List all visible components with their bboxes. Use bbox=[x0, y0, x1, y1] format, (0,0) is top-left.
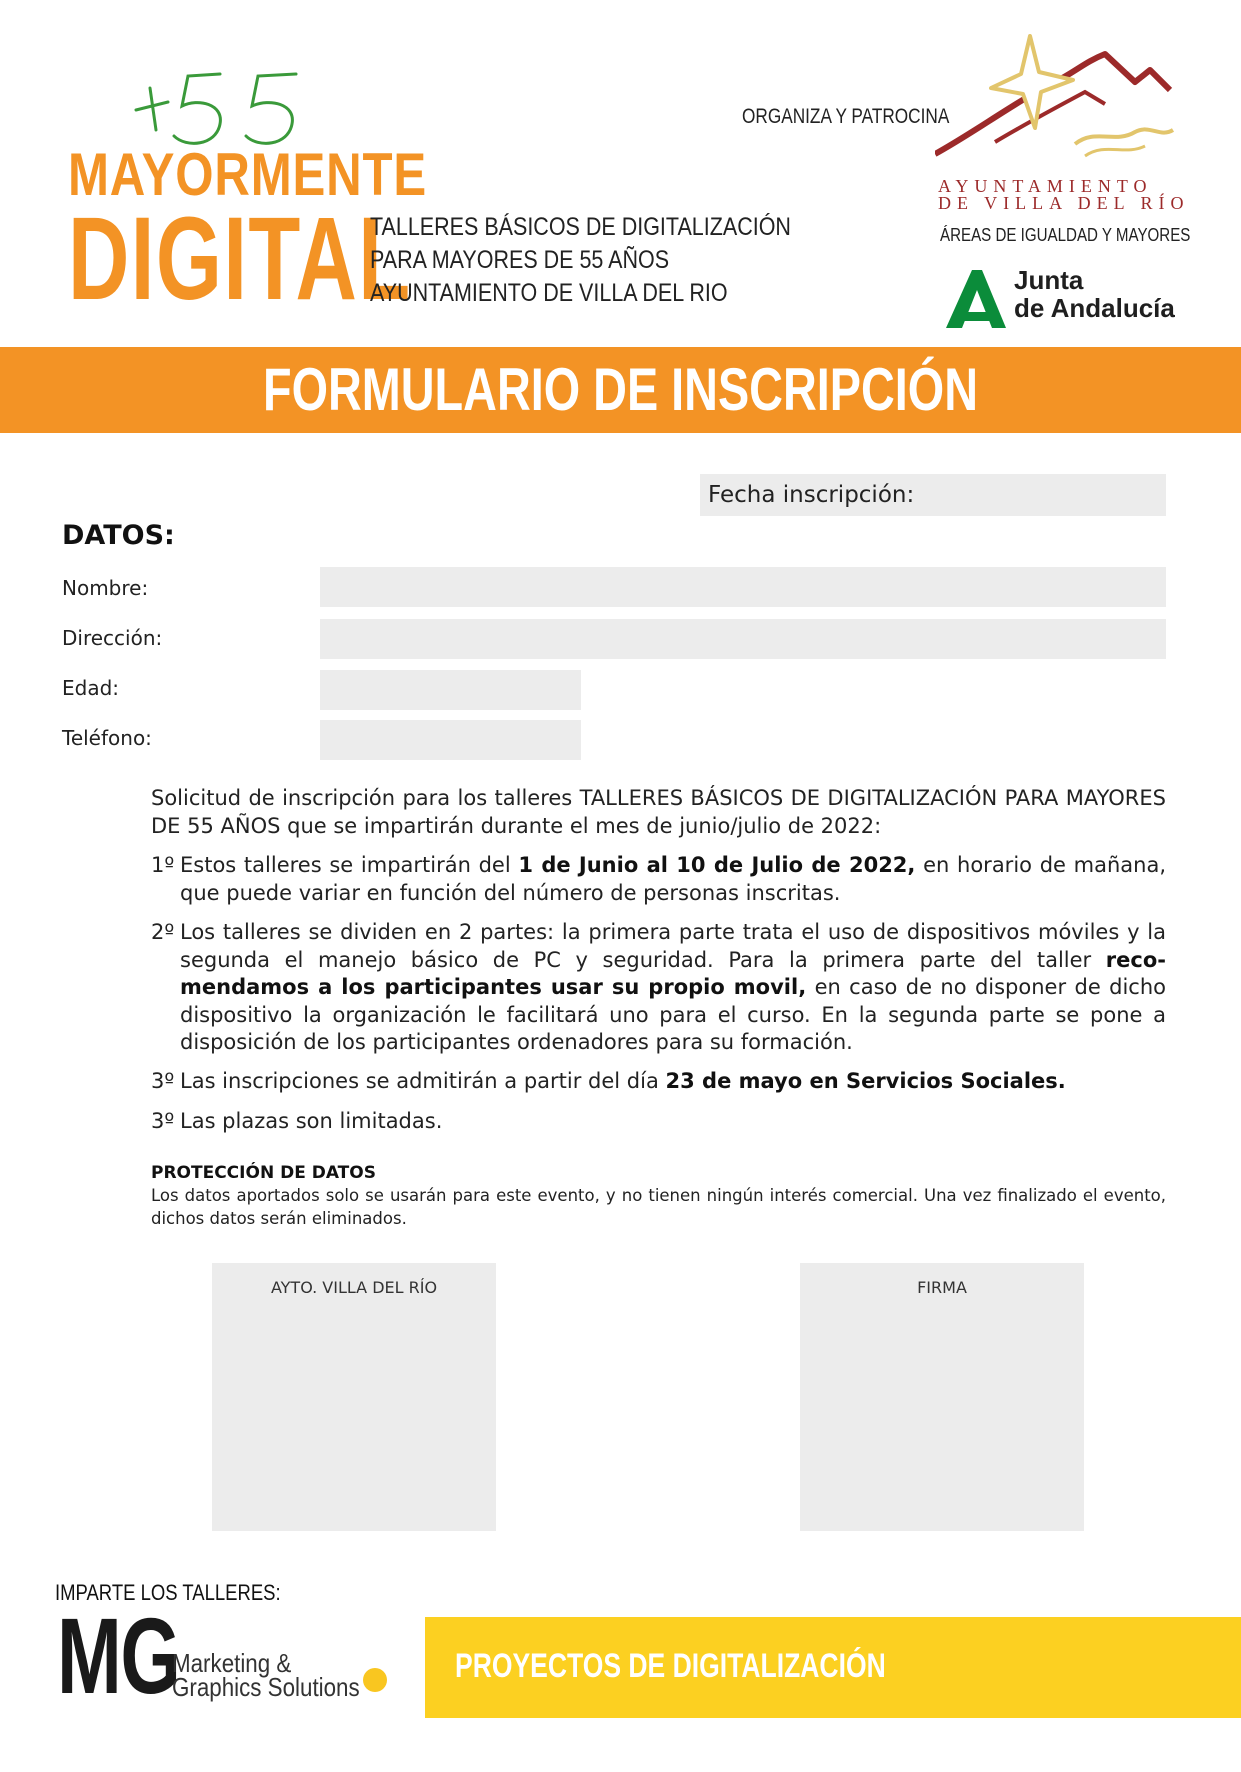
junta-andalucia-icon bbox=[942, 266, 1008, 330]
logo-mayormente: MAYORMENTE bbox=[68, 141, 428, 208]
ayuntamiento-line-1: AYUNTAMIENTO bbox=[938, 176, 1153, 196]
ayuntamiento-mountain-star-logo bbox=[935, 32, 1175, 162]
item-2-pre: Los talleres se dividen en 2 partes: la primera parte trata el uso de dispositivos móviles y la segunda el manejo básico de PC y seguridad. Para la primera parte del taller bbox=[180, 920, 1166, 972]
mg-dot-icon bbox=[363, 1668, 387, 1692]
nombre-label: Nombre: bbox=[62, 576, 149, 600]
organiza-label: ORGANIZA Y PATROCINA bbox=[742, 105, 950, 128]
intro-paragraph: Solicitud de inscripción para los talleres TALLERES BÁSICOS DE DIGITALIZACIÓN PARA MAYORES DE 55 AÑOS que se impartirán durante el mes de junio/julio de 2022: bbox=[151, 786, 1166, 838]
ayuntamiento-name bbox=[938, 176, 1190, 213]
proteccion-datos-text: Los datos aportados solo se usarán para este evento, y no tienen ningún interés comercial. Una vez finalizado el evento, dichos datos serán eliminados. bbox=[151, 1186, 1166, 1228]
item-2-post: en caso de no disponer de dicho dispositivo la organización le facilitará uno para el curso. En la segunda parte se pone a disposición de los participantes ordenadores para su formación. bbox=[180, 975, 1166, 1054]
item-1-pre: Estos talleres se impartirán del bbox=[180, 853, 519, 877]
item-1-bold: 1 de Junio al 10 de Julio de 2022, bbox=[518, 853, 916, 877]
areas-label: ÁREAS DE IGUALDAD Y MAYORES bbox=[940, 225, 1191, 245]
item-3 bbox=[151, 1068, 1166, 1096]
direccion-field[interactable] bbox=[320, 619, 1166, 659]
firma-signature-label: FIRMA bbox=[917, 1278, 967, 1297]
nombre-field[interactable] bbox=[320, 567, 1166, 607]
ayto-signature-label: AYTO. VILLA DEL RÍO bbox=[270, 1278, 438, 1297]
form-title: FORMULARIO DE INSCRIPCIÓN bbox=[262, 356, 978, 423]
ayuntamiento-line-2: DE VILLA DEL RÍO bbox=[938, 193, 1190, 213]
item-2-bold: reco-mendamos a los participantes usar su propio movil, bbox=[180, 947, 1166, 999]
imparte-label: IMPARTE LOS TALLERES: bbox=[55, 1580, 281, 1605]
subtitle-line-2: PARA MAYORES DE 55 AÑOS bbox=[370, 246, 670, 274]
item-1 bbox=[151, 852, 1166, 907]
firma-signature-box[interactable] bbox=[800, 1263, 1084, 1531]
mg-line-2: Graphics Solutions bbox=[172, 1672, 360, 1702]
item-3-pre: Las inscripciones se admitirán a partir del día bbox=[180, 1069, 666, 1093]
edad-field[interactable] bbox=[320, 670, 581, 710]
telefono-field[interactable] bbox=[320, 720, 581, 760]
logo-digital: DIGITAL bbox=[68, 193, 412, 325]
item-4 bbox=[151, 1108, 1166, 1136]
subtitle-line-3: AYUNTAMIENTO DE VILLA DEL RIO bbox=[370, 279, 728, 307]
subtitle-line-1: TALLERES BÁSICOS DE DIGITALIZACIÓN bbox=[370, 213, 791, 241]
junta-line-2: de Andalucía bbox=[1014, 293, 1175, 323]
item-3-number: 3º bbox=[151, 1069, 175, 1093]
fecha-inscripcion-label: Fecha inscripción: bbox=[708, 482, 915, 508]
telefono-label: Teléfono: bbox=[62, 726, 152, 750]
junta-line-1: Junta bbox=[1014, 265, 1084, 295]
item-4-number: 3º bbox=[151, 1109, 175, 1133]
mg-line-1: Marketing & bbox=[172, 1648, 292, 1678]
proteccion-datos-title: PROTECCIÓN DE DATOS bbox=[151, 1163, 376, 1183]
ayto-signature-box[interactable] bbox=[212, 1263, 496, 1531]
item-1-number: 1º bbox=[151, 853, 175, 877]
datos-heading: DATOS: bbox=[62, 520, 175, 551]
junta-andalucia-text bbox=[1014, 266, 1175, 322]
item-2-number: 2º bbox=[151, 920, 175, 944]
item-1-text bbox=[180, 852, 1166, 907]
edad-label: Edad: bbox=[62, 676, 120, 700]
mayormente-digital-logo bbox=[0, 0, 428, 325]
item-3-text bbox=[180, 1068, 1166, 1096]
item-3-bold: 23 de mayo en Servicios Sociales. bbox=[665, 1069, 1066, 1093]
direccion-label: Dirección: bbox=[62, 626, 163, 650]
item-4-text: Las plazas son limitadas. bbox=[180, 1109, 443, 1133]
item-2-text bbox=[180, 919, 1166, 1057]
item-2 bbox=[151, 919, 1166, 1057]
proyectos-text: PROYECTOS DE DIGITALIZACIÓN bbox=[455, 1647, 886, 1685]
mg-logo: MG bbox=[57, 1595, 180, 1716]
item-1-post: en horario de mañana, que puede variar en función del número de personas inscritas. bbox=[180, 853, 1166, 905]
